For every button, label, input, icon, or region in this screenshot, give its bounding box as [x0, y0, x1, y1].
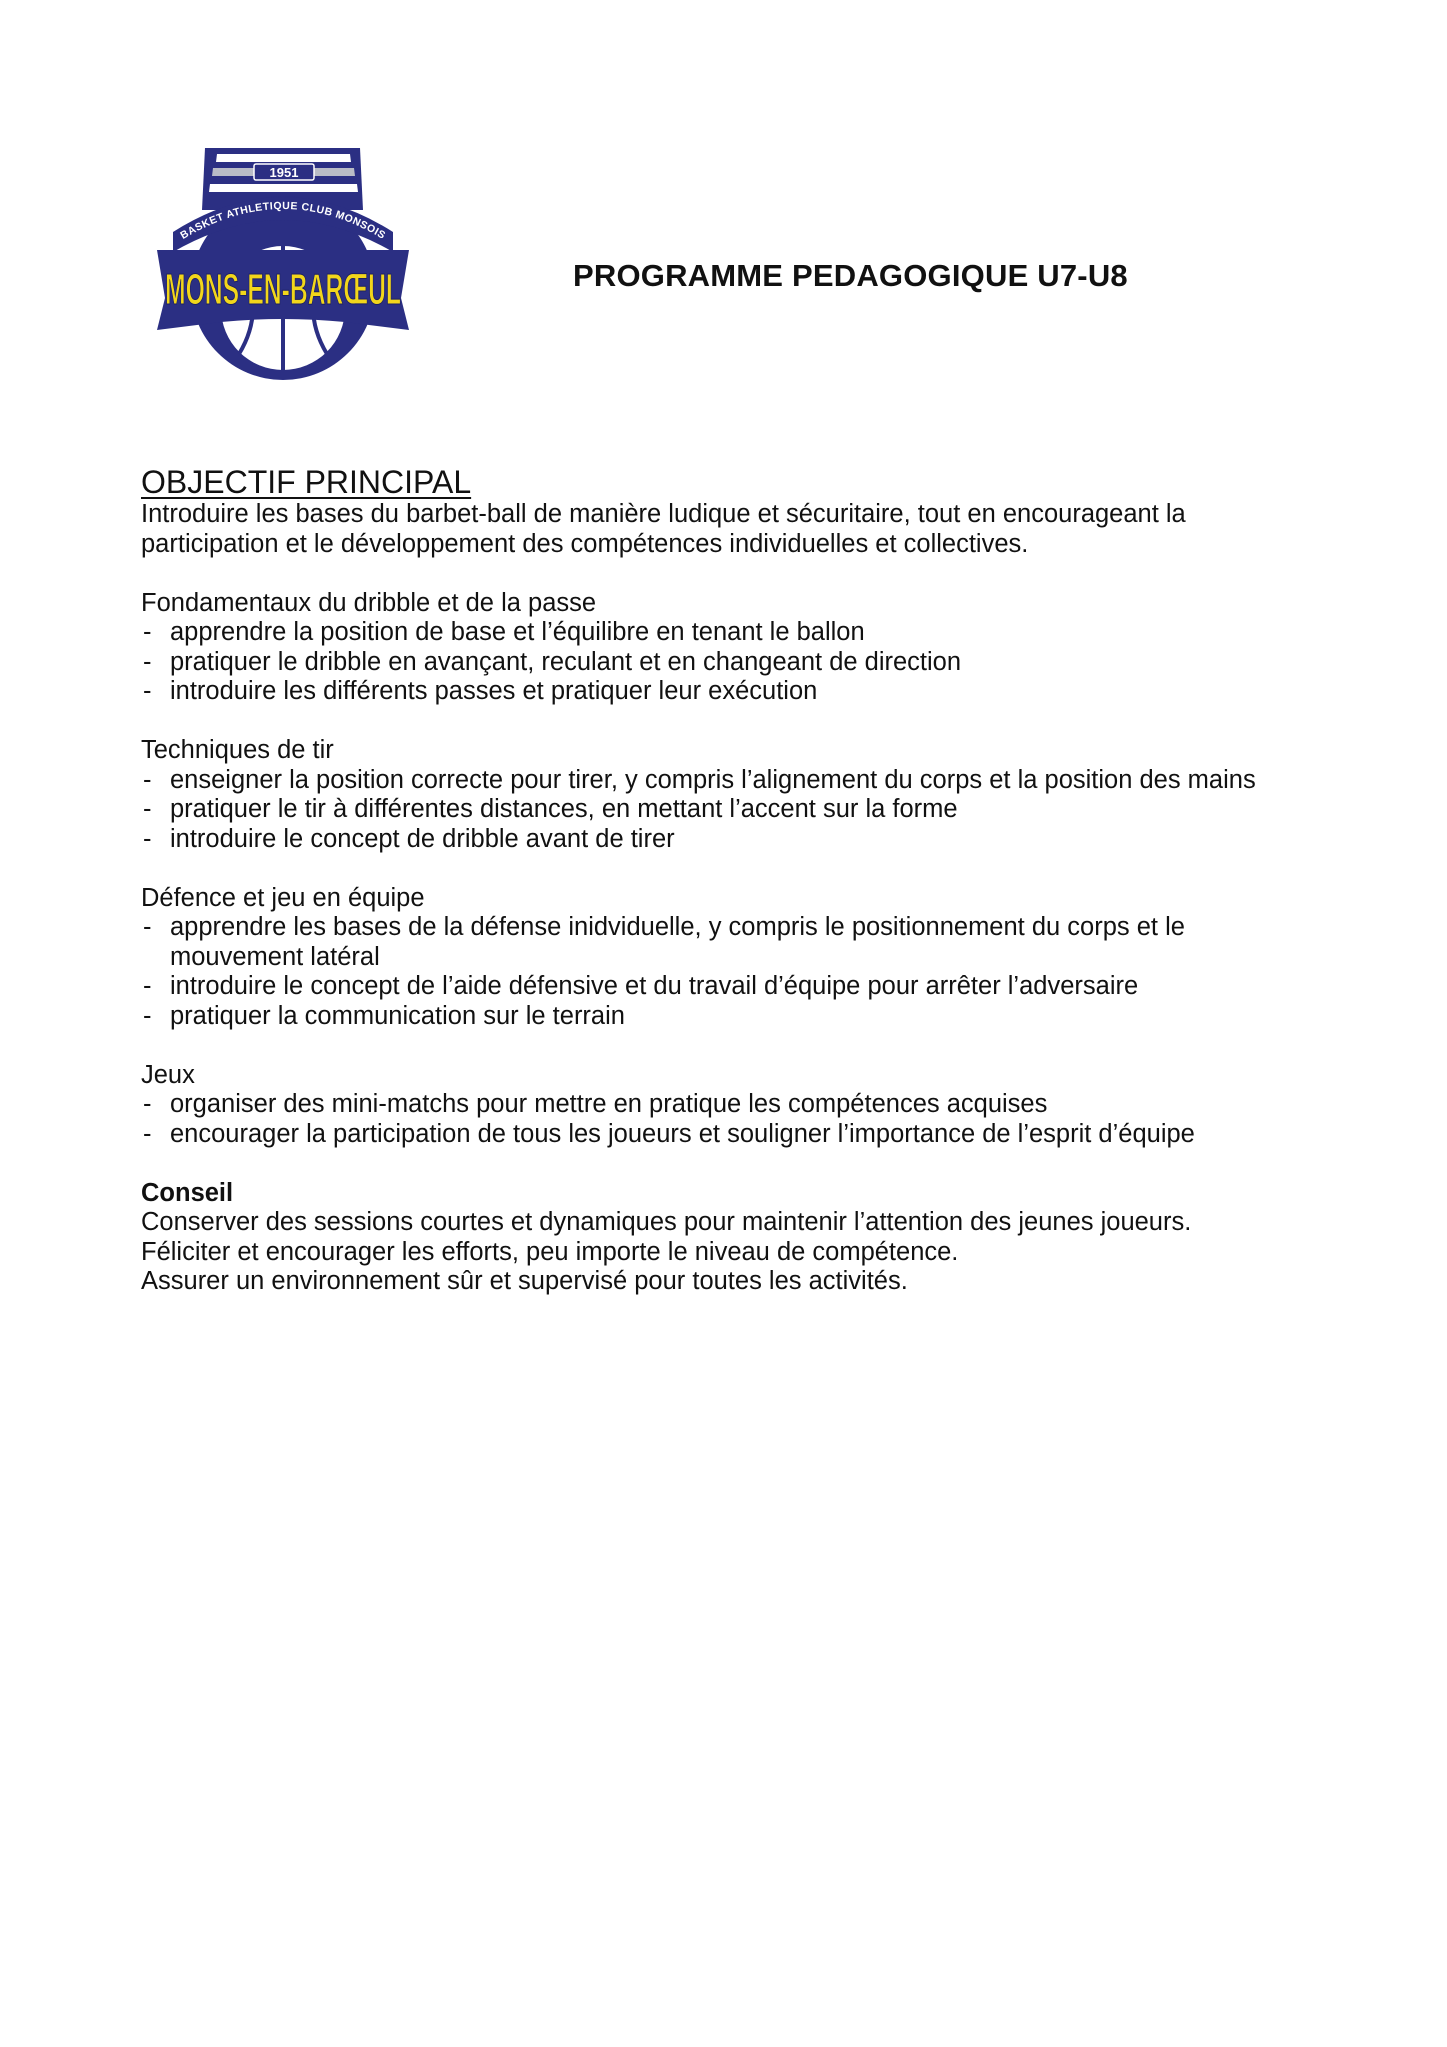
list-item [141, 766, 1301, 796]
list-item-text: introduire les différents passes et pratiquer leur exécution [170, 677, 818, 705]
list-item [141, 1090, 1301, 1120]
section-title: Fondamentaux du dribble et de la passe [141, 588, 597, 617]
list-item-text: apprendre la position de base et l’équilibre en tenant le ballon [170, 618, 865, 646]
dash-bullet: - [143, 647, 152, 676]
dash-bullet: - [143, 1090, 152, 1118]
section-defence [141, 884, 1301, 1032]
dash-bullet: - [143, 765, 152, 794]
section-dribble-passe [141, 589, 1301, 707]
advice-line: Conserver des sessions courtes et dynamiques pour maintenir l’attention des jeunes joueurs. [141, 1208, 1192, 1236]
advice-line: Assurer un environnement sûr et supervisé pour toutes les activités. [141, 1267, 908, 1295]
logo-arc-text: BASKET ATHLETIQUE CLUB MONSOIS [178, 199, 388, 242]
dash-bullet: - [143, 824, 152, 853]
dash-bullet: - [143, 677, 152, 705]
list-item [141, 825, 1301, 855]
list-item [141, 618, 1301, 648]
section-list [141, 913, 1301, 1031]
section-list [141, 766, 1301, 855]
objective-heading: OBJECTIF PRINCIPAL [141, 464, 472, 500]
list-item [141, 795, 1301, 825]
section-title: Défence et jeu en équipe [141, 883, 425, 912]
advice-title: Conseil [141, 1178, 234, 1207]
list-item [141, 1002, 1301, 1032]
list-item [141, 972, 1301, 1002]
list-item-text: pratiquer le dribble en avançant, reculant et en changeant de direction [170, 647, 962, 676]
dash-bullet: - [143, 972, 152, 1000]
logo-name: MONS-EN-BARŒUL [165, 265, 401, 314]
advice-section [141, 1179, 1301, 1297]
list-item-text: introduire le concept de dribble avant de tirer [170, 824, 675, 853]
section-title: Jeux [141, 1060, 195, 1089]
logo-year: 1951 [269, 165, 299, 180]
list-item-text: organiser des mini-matchs pour mettre en pratique les compétences acquises [170, 1090, 1048, 1118]
club-logo [155, 140, 415, 380]
list-item-text: encourager la participation de tous les joueurs et souligner l’importance de l’esprit d’équipe [170, 1119, 1195, 1148]
dash-bullet: - [143, 795, 152, 823]
objective-text: Introduire les bases du barbet-ball de manière ludique et sécuritaire, tout en encourageant la participation et le développement des compétences individuelles et collectives. [141, 500, 1186, 558]
document-body [141, 464, 1301, 1297]
list-item-text: pratiquer le tir à différentes distances, en mettant l’accent sur la forme [170, 795, 958, 823]
section-tir [141, 736, 1301, 854]
dash-bullet: - [143, 913, 152, 941]
list-item-text: pratiquer la communication sur le terrain [170, 1001, 625, 1030]
dash-bullet: - [143, 1001, 152, 1030]
advice-line: Féliciter et encourager les efforts, peu importe le niveau de compétence. [141, 1237, 959, 1266]
list-item [141, 648, 1301, 678]
list-item-text: apprendre les bases de la défense inidviduelle, y compris le positionnement du corps et le mouvement latéral [170, 913, 1185, 971]
section-list [141, 1090, 1301, 1149]
dash-bullet: - [143, 1119, 152, 1148]
section-list [141, 618, 1301, 707]
dash-bullet: - [143, 618, 152, 646]
list-item-text: enseigner la position correcte pour tirer, y compris l’alignement du corps et la position des mains [170, 765, 1256, 794]
list-item [141, 1120, 1301, 1150]
section-jeux [141, 1061, 1301, 1150]
section-title: Techniques de tir [141, 736, 334, 764]
document-title: PROGRAMME PEDAGOGIQUE U7-U8 [573, 258, 1128, 293]
list-item [141, 677, 1301, 707]
list-item [141, 913, 1301, 972]
list-item-text: introduire le concept de l’aide défensive et du travail d’équipe pour arrêter l’adversaire [170, 972, 1139, 1000]
